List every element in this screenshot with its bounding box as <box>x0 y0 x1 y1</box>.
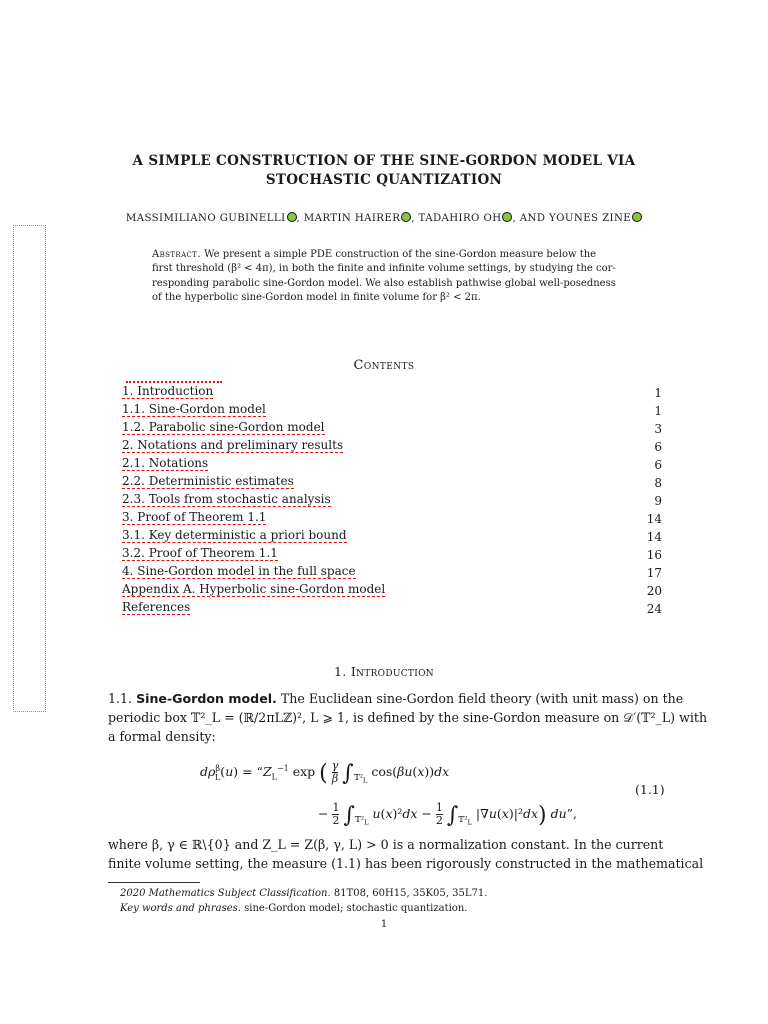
footnote-rule <box>108 882 200 883</box>
subsection-number: 1.1. <box>108 691 133 706</box>
section-title: Introduction <box>350 664 434 679</box>
title-line-1: A SIMPLE CONSTRUCTION OF THE SINE-GORDON MODEL VIA <box>132 153 636 169</box>
abstract-line: We present a simple PDE construction of the sine-Gordon measure below the <box>200 249 597 260</box>
toc-entry[interactable]: 2.3. Tools from stochastic analysis 9 <box>122 492 662 508</box>
toc-entry[interactable]: 2.2. Deterministic estimates 8 <box>122 474 662 490</box>
paragraph-line: periodic box 𝕋²_L = (ℝ/2πLℤ)², L ⩾ 1, is defined by the sine-Gordon measure on 𝒟′(𝕋²_L) with <box>108 710 708 725</box>
toc-entry[interactable]: 3.2. Proof of Theorem 1.1 16 <box>122 546 662 562</box>
paper-title <box>0 152 768 190</box>
abstract-line: of the hyperbolic sine-Gordon model in finite volume for β² < 2π. <box>152 292 481 304</box>
msc-codes: 81T08, 60H15, 35K05, 35L71. <box>330 888 488 899</box>
paragraph-text: The Euclidean sine-Gordon field theory (with unit mass) on the <box>276 691 684 706</box>
orcid-icon[interactable] <box>632 212 642 222</box>
keywords-label: Key words and phrases. <box>120 903 241 914</box>
keywords-text: sine-Gordon model; stochastic quantization. <box>240 903 468 914</box>
subsection-title: Sine-Gordon model. <box>136 691 277 706</box>
paragraph-line: where β, γ ∈ ℝ\{0} and Z_L = Z(β, γ, L) > 0 is a normalization constant. In the current <box>108 837 664 852</box>
toc-entry[interactable]: Appendix A. Hyperbolic sine-Gordon model 20 <box>122 582 662 598</box>
contents-heading: Contents <box>353 358 415 373</box>
abstract-line: first threshold (β² < 4π), in both the finite and infinite volume settings, by studying the cor- <box>152 263 616 275</box>
author-zine: , AND YOUNES ZINE <box>512 213 632 224</box>
abstract <box>152 248 616 306</box>
toc-entry[interactable]: References 24 <box>122 600 662 616</box>
margin-link-box[interactable] <box>13 225 46 712</box>
orcid-icon[interactable] <box>401 212 411 222</box>
author-gubinelli: MASSIMILIANO GUBINELLI <box>125 213 286 224</box>
author-oh: , TADAHIRO OH <box>411 213 502 224</box>
orcid-icon[interactable] <box>502 212 512 222</box>
toc-link-marker <box>126 381 222 383</box>
abstract-line: responding parabolic sine-Gordon model. We also establish pathwise global well-posedness <box>152 277 616 289</box>
paragraph-line <box>108 690 684 709</box>
equation-line-2: − 1 2 $\int_{𝕋^2_L}$ u(x)²dx − 1 2 $\int_{𝕋^2_L}$ |∇u(x)|²dx) du”, <box>318 801 578 828</box>
toc-entry[interactable]: 3.1. Key deterministic a priori bound 14 <box>122 528 662 544</box>
section-heading <box>0 664 768 679</box>
paragraph-line: a formal density: <box>108 729 216 744</box>
page-number: 1 <box>380 919 388 930</box>
footnote-keywords <box>120 903 467 914</box>
orcid-icon[interactable] <box>287 212 297 222</box>
author-hairer: , MARTIN HAIRER <box>296 213 401 224</box>
toc-entry[interactable]: 1.1. Sine-Gordon model 1 <box>122 402 662 418</box>
toc-entry[interactable]: 2.1. Notations 6 <box>122 456 662 472</box>
section-number: 1. <box>334 664 347 679</box>
toc-entry[interactable]: 1.2. Parabolic sine-Gordon model 3 <box>122 420 662 436</box>
toc-entry[interactable]: 1. Introduction 1 <box>122 384 662 400</box>
msc-label: 2020 Mathematics Subject Classification. <box>120 888 331 899</box>
toc-entry[interactable]: 3. Proof of Theorem 1.1 14 <box>122 510 662 526</box>
footnote-msc <box>120 888 487 899</box>
abstract-label: Abstract. <box>152 249 201 260</box>
toc-entry[interactable]: 4. Sine-Gordon model in the full space 17 <box>122 564 662 580</box>
paragraph-line: finite volume setting, the measure (1.1) has been rigorously constructed in the mathematical <box>108 856 704 871</box>
equation-line-1: $d\rho^\beta_L(u)$ = “$Z_L^{-1}$ exp ( $\frac{\gamma}{\beta}$ $\int_{𝕋^2_L}$ cos(βu(x))dx <box>200 759 450 786</box>
equation-number: (1.1) <box>635 782 665 797</box>
title-line-2: STOCHASTIC QUANTIZATION <box>265 172 503 188</box>
toc-entry[interactable]: 2. Notations and preliminary results 6 <box>122 438 662 454</box>
author-list <box>0 212 768 224</box>
